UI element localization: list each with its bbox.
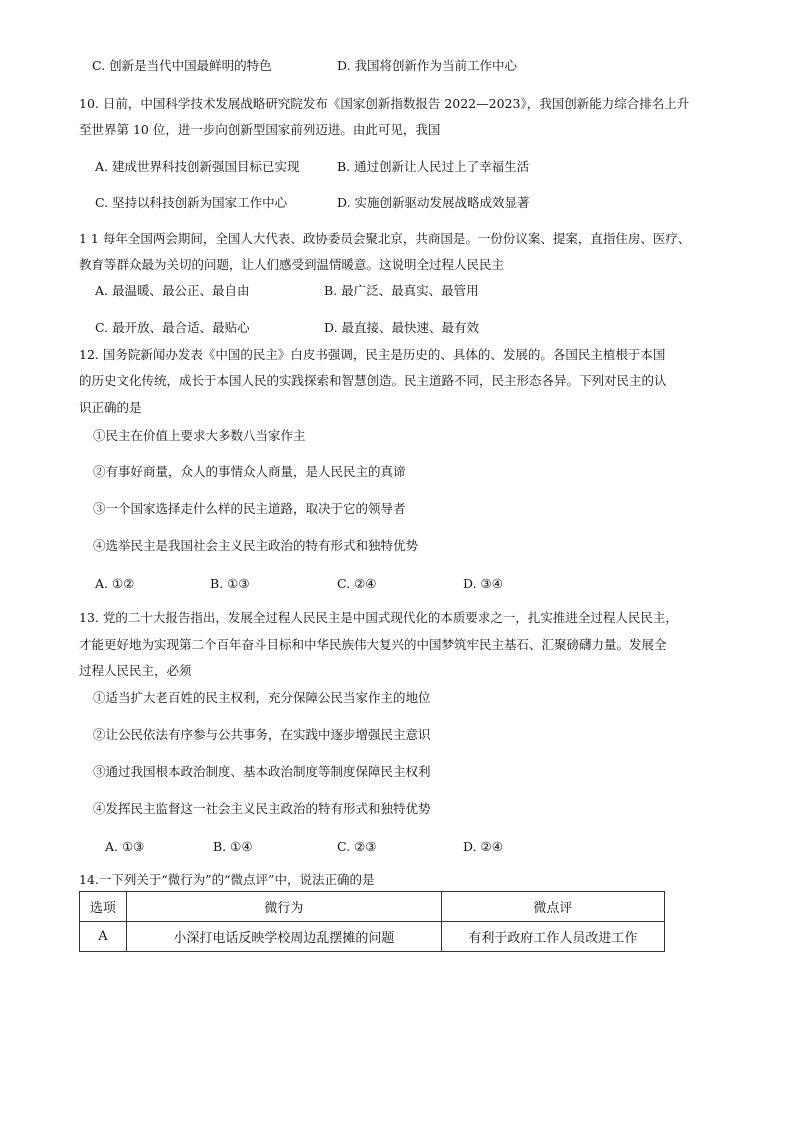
q12-stem-line-3: 识正确的是 <box>79 400 142 415</box>
table-header-cell: 微行为 <box>126 892 441 922</box>
table-header-cell: 微点评 <box>441 892 664 922</box>
q14-stem: 14.一下列关于“微行为”的“微点评”中，说法正确的是 <box>79 872 375 887</box>
q10-stem-line-1: 10. 日前，中国科学技术发展战略研究院发布《国家创新指数报告 2022—2023》，我国创新能力综合排名上升 <box>79 96 690 111</box>
q13-stem-line-2: 才能更好地为实现第二个百年奋斗目标和中华民族伟大复兴的中国梦筑牢民主基石、汇聚磅礴力量。发展全 <box>79 637 667 652</box>
q9-option-d: D. 我国将创新作为当前工作中心 <box>337 58 518 73</box>
table-cell: 有利于政府工作人员改进工作 <box>441 922 664 952</box>
q10-option-d: D. 实施创新驱动发展战略成效显著 <box>337 195 530 210</box>
table-row <box>80 922 665 952</box>
q12-option-a: A. ①② <box>95 576 135 591</box>
q12-item-2: ②有事好商量，众人的事情众人商量，是人民民主的真谛 <box>93 464 406 479</box>
table-header-cell: 选项 <box>80 892 127 922</box>
q10-option-c: C. 坚持以科技创新为国家工作中心 <box>95 195 288 210</box>
q13-stem-line-3: 过程人民民主，必须 <box>79 663 192 678</box>
q11-option-a: A. 最温暖、最公正、最自由 <box>95 283 250 298</box>
q13-option-a: A. ①③ <box>105 839 145 854</box>
q13-stem-line-1: 13. 党的二十大报告指出，发展全过程人民民主是中国式现代化的本质要求之一，扎实推进全过程人民民主， <box>79 610 678 625</box>
q9-option-c: C. 创新是当代中国最鲜明的特色 <box>92 58 272 73</box>
q11-stem-line-2: 教育等群众最为关切的问题，让人们感受到温情暖意。这说明全过程人民民主 <box>79 257 505 272</box>
q12-option-c: C. ②④ <box>337 576 377 591</box>
q13-option-b: B. ①④ <box>213 839 253 854</box>
q11-option-c: C. 最开放、最合适、最贴心 <box>95 320 250 335</box>
q14-table <box>79 891 665 952</box>
q11-option-d: D. 最直接、最快速、最有效 <box>324 320 480 335</box>
q13-item-2: ②让公民依法有序参与公共事务，在实践中逐步增强民主意识 <box>93 727 431 742</box>
q11-stem-line-1: 1 1 每年全国两会期间，全国人大代表、政协委员会聚北京，共商国是。一份份议案、提案，直指住房、医疗、 <box>79 231 691 246</box>
q13-item-3: ③通过我国根本政治制度、基本政治制度等制度保障民主权利 <box>93 764 431 779</box>
q10-stem-line-2: 至世界第 10 位，进一步向创新型国家前列迈进。由此可见，我国 <box>79 122 441 137</box>
q12-item-4: ④选举民主是我国社会主义民主政治的特有形式和独特优势 <box>93 538 419 553</box>
q13-item-4: ④发挥民主监督这一社会主义民主政治的特有形式和独特优势 <box>93 801 431 816</box>
q13-option-d: D. ②④ <box>463 839 503 854</box>
q13-option-c: C. ②③ <box>337 839 377 854</box>
q12-option-b: B. ①③ <box>210 576 250 591</box>
table-cell: A <box>80 922 127 952</box>
q11-option-b: B. 最广泛、最真实、最管用 <box>324 283 479 298</box>
q12-stem-line-1: 12. 国务院新闻办发表《中国的民主》白皮书强调，民主是历史的、具体的、发展的。各国民主植根于本国 <box>79 347 666 362</box>
table-header-row <box>80 892 665 922</box>
table-cell: 小深打电话反映学校周边乱摆摊的问题 <box>126 922 441 952</box>
q12-option-d: D. ③④ <box>463 576 503 591</box>
q12-stem-line-2: 的历史文化传统，成长于本国人民的实践探索和智慧创造。民主道路不同，民主形态各异。下列对民主的认 <box>79 373 667 388</box>
q10-option-a: A. 建成世界科技创新强国目标已实现 <box>95 159 300 174</box>
q12-item-3: ③一个国家选择走什么样的民主道路，取决于它的领导者 <box>93 501 406 516</box>
q10-option-b: B. 通过创新让人民过上了幸福生活 <box>337 159 530 174</box>
q13-item-1: ①适当扩大老百姓的民主权利，充分保障公民当家作主的地位 <box>93 690 431 705</box>
q12-item-1: ①民主在价值上要求大多数八当家作主 <box>93 428 306 443</box>
